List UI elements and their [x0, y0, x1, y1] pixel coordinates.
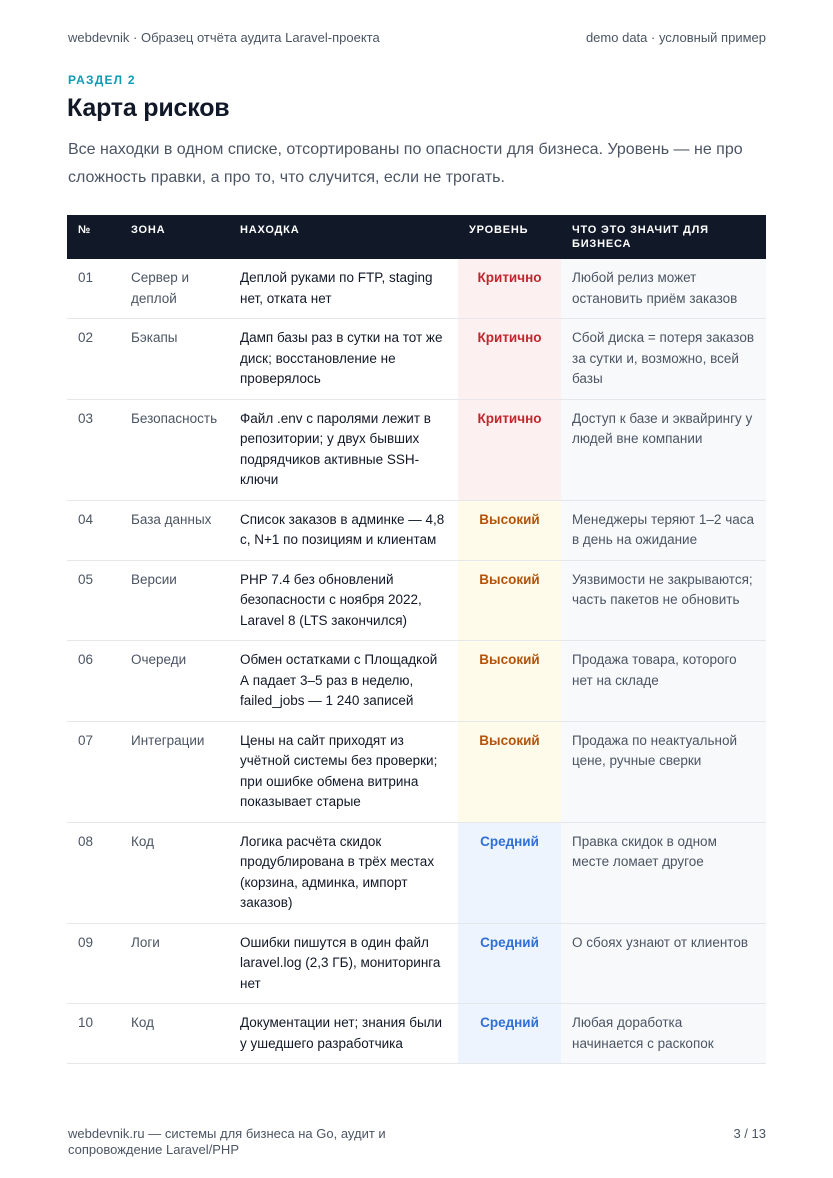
row-zone: Логи: [120, 923, 229, 1004]
row-zone: Сервер и деплой: [120, 259, 229, 319]
row-number: 08: [67, 822, 120, 923]
row-level-badge: Средний: [458, 822, 561, 923]
row-finding: Цены на сайт приходят из учётной системы без проверки; при ошибке обмена витрина показывает старые: [229, 721, 458, 822]
footer-text: webdevnik.ru — системы для бизнеса на Go, аудит и сопровождение Laravel/PHP: [68, 1126, 386, 1157]
section-label: РАЗДЕЛ 2: [68, 73, 136, 87]
table-row: [67, 319, 766, 400]
row-number: 02: [67, 319, 120, 400]
risk-table-body: [67, 259, 766, 1064]
table-row: [67, 560, 766, 641]
column-header-finding: НАХОДКА: [229, 215, 458, 259]
row-finding: Деплой руками по FTP, staging нет, отката нет: [229, 259, 458, 319]
table-header-row: [67, 215, 766, 259]
page-title: Карта рисков: [67, 94, 230, 122]
row-level-badge: Высокий: [458, 560, 561, 641]
table-row: [67, 399, 766, 500]
row-level-badge: Средний: [458, 923, 561, 1004]
row-number: 07: [67, 721, 120, 822]
table-row: [67, 1004, 766, 1064]
row-zone: Код: [120, 822, 229, 923]
row-zone: Версии: [120, 560, 229, 641]
row-zone: Безопасность: [120, 399, 229, 500]
page-header: [68, 30, 766, 45]
intro-text: Все находки в одном списке, отсортированы по опасности для бизнеса. Уровень — не про сложность правки, а про то, что случится, если не трогать.: [68, 141, 743, 186]
row-number: 06: [67, 641, 120, 722]
table-row: [67, 721, 766, 822]
row-finding: Дамп базы раз в сутки на тот же диск; восстановление не проверялось: [229, 319, 458, 400]
row-finding: Логика расчёта скидок продублирована в трёх местах (корзина, админка, импорт заказов): [229, 822, 458, 923]
header-note: demo data · условный пример: [585, 30, 766, 45]
row-level-badge: Критично: [458, 399, 561, 500]
row-number: 01: [67, 259, 120, 319]
risk-table: [67, 215, 766, 1064]
table-row: [67, 500, 766, 560]
row-finding: Список заказов в админке — 4,8 с, N+1 по позициям и клиентам: [229, 500, 458, 560]
column-header-number: №: [67, 215, 120, 259]
row-level-badge: Критично: [458, 319, 561, 400]
row-number: 05: [67, 560, 120, 641]
header-doc-title: webdevnik · Образец отчёта аудита Laravel-проекта: [68, 30, 380, 45]
row-finding: Обмен остатками с Площадкой А падает 3–5 раз в неделю, failed_jobs — 1 240 записей: [229, 641, 458, 722]
row-number: 10: [67, 1004, 120, 1064]
row-zone: Бэкапы: [120, 319, 229, 400]
row-finding: Файл .env с паролями лежит в репозитории; у двух бывших подрядчиков активные SSH-ключи: [229, 399, 458, 500]
row-impact: Сбой диска = потеря заказов за сутки и, возможно, всей базы: [561, 319, 766, 400]
row-impact: О сбоях узнают от клиентов: [561, 923, 766, 1004]
row-impact: Продажа по неактуальной цене, ручные сверки: [561, 721, 766, 822]
page-number: 3 / 13: [733, 1126, 766, 1141]
table-row: [67, 822, 766, 923]
row-level-badge: Высокий: [458, 721, 561, 822]
row-level-badge: Средний: [458, 1004, 561, 1064]
row-impact: Любой релиз может остановить приём заказов: [561, 259, 766, 319]
row-finding: Ошибки пишутся в один файл laravel.log (2,3 ГБ), мониторинга нет: [229, 923, 458, 1004]
row-number: 04: [67, 500, 120, 560]
row-level-badge: Высокий: [458, 500, 561, 560]
column-header-zone: ЗОНА: [120, 215, 229, 259]
row-level-badge: Высокий: [458, 641, 561, 722]
column-header-level: УРОВЕНЬ: [458, 215, 561, 259]
row-impact: Менеджеры теряют 1–2 часа в день на ожидание: [561, 500, 766, 560]
row-zone: Код: [120, 1004, 229, 1064]
row-impact: Уязвимости не закрываются; часть пакетов не обновить: [561, 560, 766, 641]
row-impact: Продажа товара, которого нет на складе: [561, 641, 766, 722]
column-header-impact: ЧТО ЭТО ЗНАЧИТ ДЛЯ БИЗНЕСА: [561, 215, 766, 259]
row-finding: PHP 7.4 без обновлений безопасности с ноября 2022, Laravel 8 (LTS закончился): [229, 560, 458, 641]
row-zone: База данных: [120, 500, 229, 560]
row-finding: Документации нет; знания были у ушедшего разработчика: [229, 1004, 458, 1064]
row-number: 09: [67, 923, 120, 1004]
table-row: [67, 923, 766, 1004]
table-row: [67, 259, 766, 319]
row-impact: Доступ к базе и эквайрингу у людей вне компании: [561, 399, 766, 500]
row-impact: Любая доработка начинается с раскопок: [561, 1004, 766, 1064]
row-level-badge: Критично: [458, 259, 561, 319]
table-row: [67, 641, 766, 722]
row-impact: Правка скидок в одном месте ломает другое: [561, 822, 766, 923]
row-zone: Интеграции: [120, 721, 229, 822]
row-number: 03: [67, 399, 120, 500]
row-zone: Очереди: [120, 641, 229, 722]
